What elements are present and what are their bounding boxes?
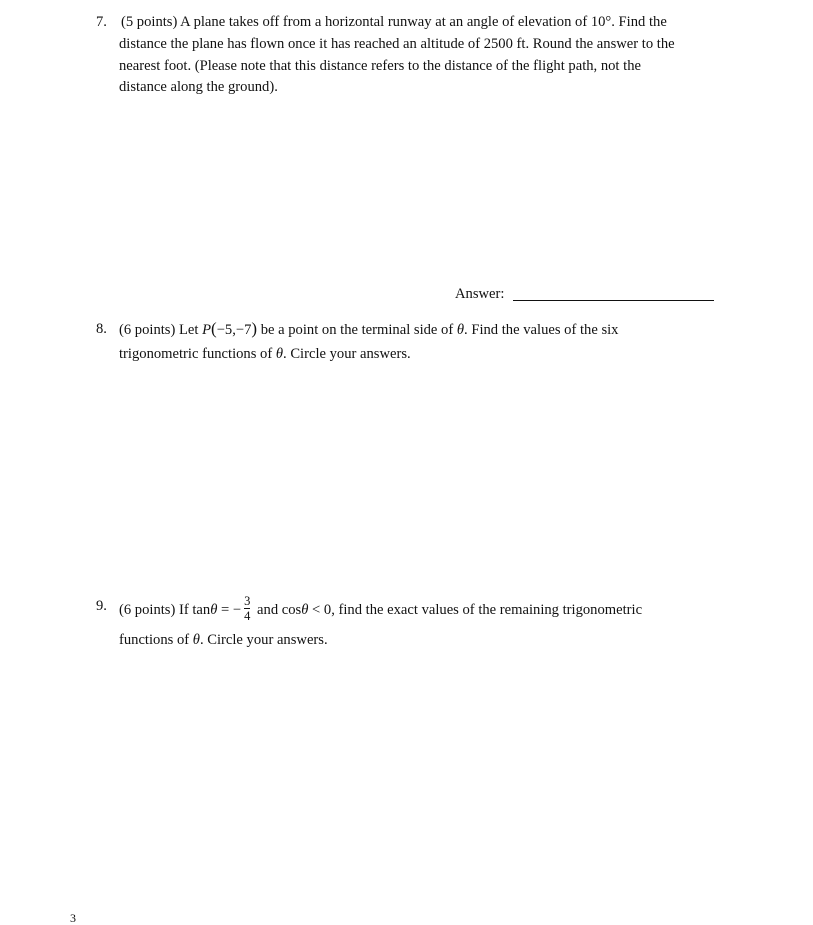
question-9-number: 9. [96,598,107,614]
theta-symbol: θ [275,346,284,362]
question-9-line-2-end: . Circle your answers. [199,632,328,648]
question-9-line-1-end: , find the exact values of the remaining trigonometric [331,601,643,618]
question-9-line-2-prefix: functions of [119,632,193,648]
question-9-prefix: (6 points) If tan [119,601,211,618]
question-7-number: 7. [96,14,107,30]
point-label: P [202,322,212,338]
fraction-denominator: 4 [244,609,251,623]
page-number: 3 [70,911,76,925]
question-8-line-2-prefix: trigonometric functions of [119,346,276,362]
fraction [244,595,250,622]
theta-symbol: θ [456,322,465,338]
question-9-line-1 [119,594,643,624]
question-9-line-2 [119,631,328,649]
point-coords: −5,−7 [216,322,252,338]
theta-symbol: θ [192,632,200,648]
question-8-line-1-end: . Find the values of the six [464,322,619,338]
inequality: < 0 [308,601,332,618]
equals-sign: = − [217,601,242,618]
question-8-prefix: (6 points) Let [119,322,203,338]
and-text: and cos [253,601,302,618]
question-8-number: 8. [96,321,107,337]
question-8-suffix: be a point on the terminal side of [257,322,457,338]
theta-symbol: θ [301,601,309,618]
question-8-line-2-end: . Circle your answers. [283,346,411,362]
question-7-line-1: (5 points) A plane takes off from a horizontal runway at an angle of elevation of 10°. Find the [121,14,667,30]
question-8-line-2 [119,345,411,363]
answer-blank[interactable] [513,300,714,301]
question-7-line-4: distance along the ground). [119,79,278,95]
answer-label: Answer: [455,286,505,302]
theta-symbol: θ [210,601,218,618]
question-8-line-1: (6 points) Let P(−5,−7) be a point on the terminal side of θ. Find the values of the six [119,319,619,338]
question-7-line-2: distance the plane has flown once it has reached an altitude of 2500 ft. Round the answer to the [119,36,675,52]
question-7-line-3: nearest foot. (Please note that this distance refers to the distance of the flight path, not the [119,58,641,74]
fraction-numerator: 3 [244,594,251,608]
